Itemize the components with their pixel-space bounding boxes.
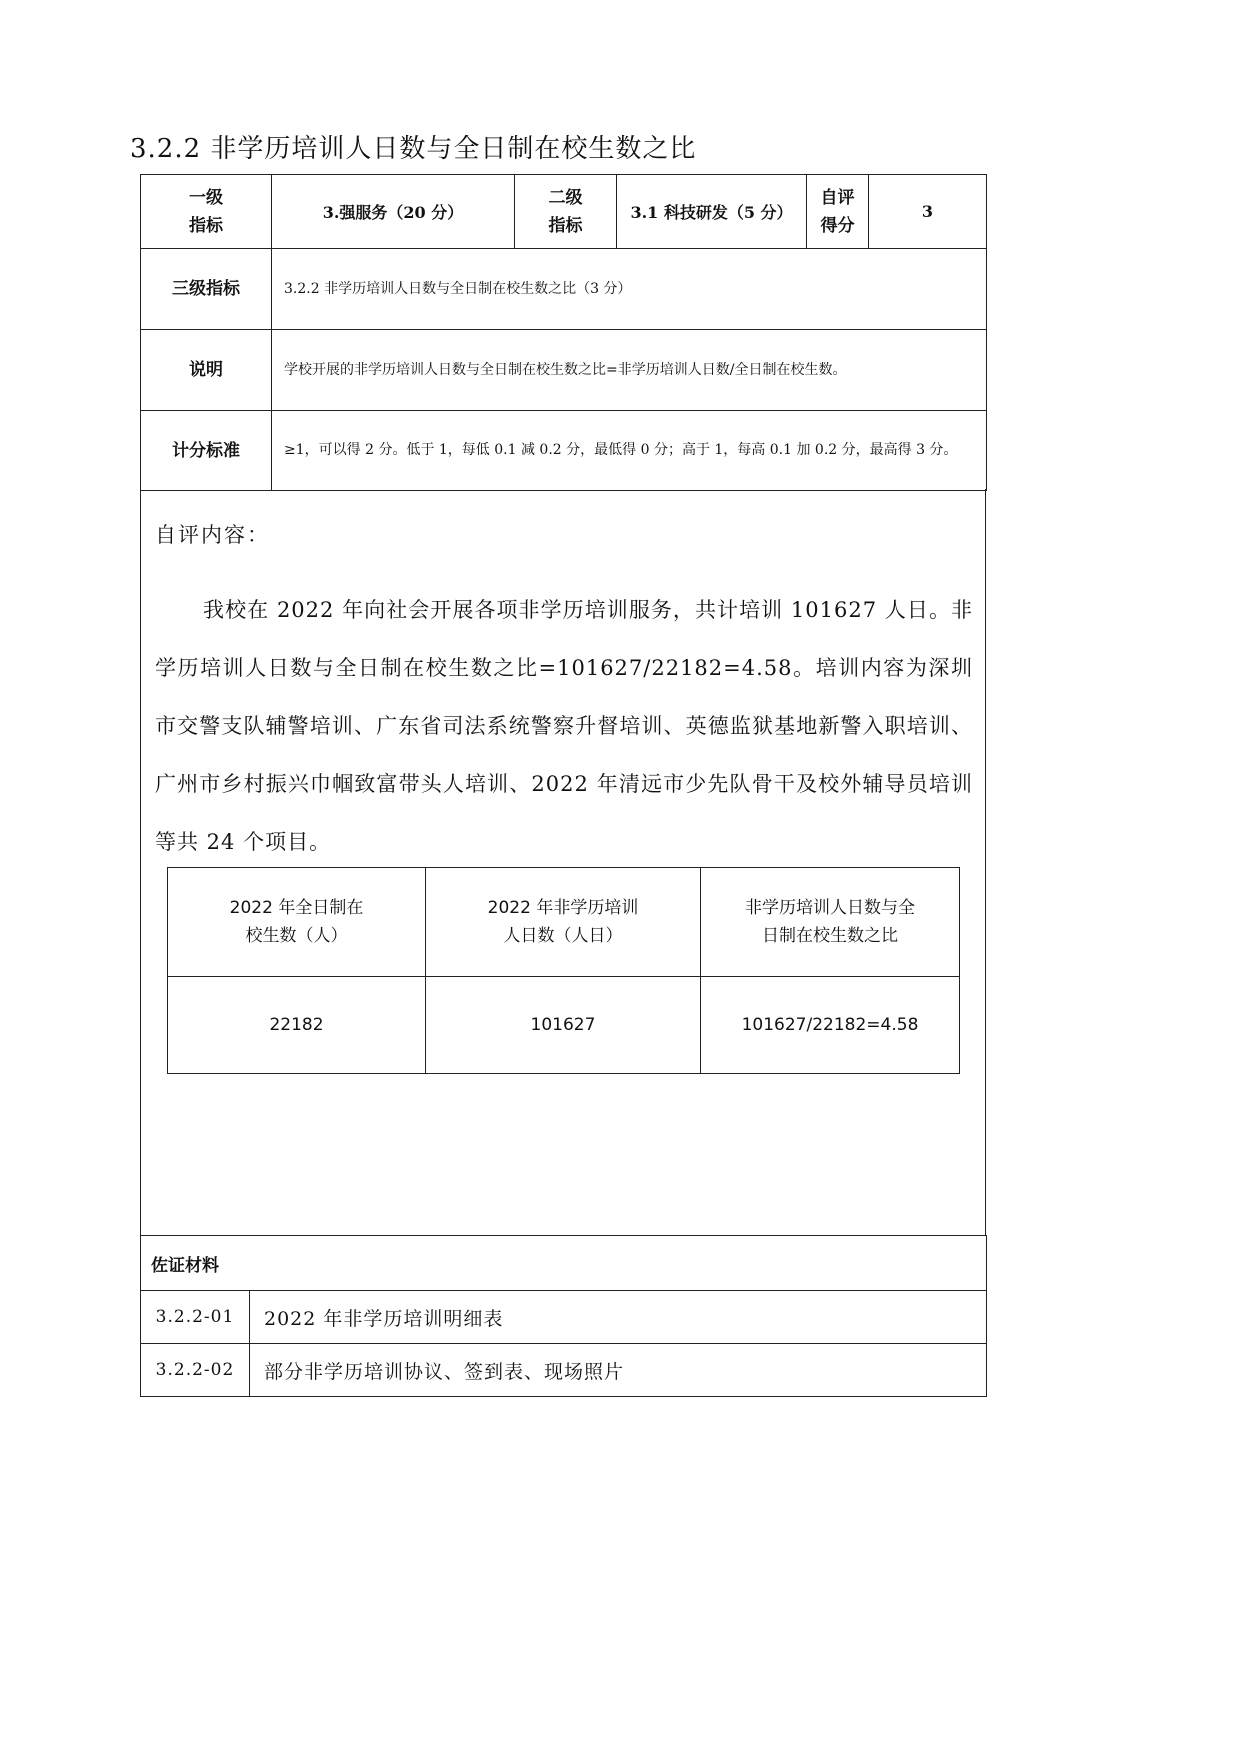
header-fulltime-students: 2022 年全日制在 校生数（人） [168,868,426,977]
header-ratio: 非学历培训人日数与全 日制在校生数之比 [701,868,960,977]
header-training-person-days: 2022 年非学历培训 人日数（人日） [426,868,701,977]
section-title: 3.2.2 非学历培训人日数与全日制在校生数之比 [130,134,697,164]
scoring-value: ≥1，可以得 2 分。低于 1，每低 0.1 减 0.2 分，最低得 0 分；高于 1，每高 0.1 加 0.2 分，最高得 3 分。 [272,411,987,491]
evidence-title: 佐证材料 [141,1236,987,1291]
description-label: 说明 [141,330,272,411]
evidence-row [141,1344,987,1397]
scoring-label: 计分标准 [141,411,272,491]
ratio-table [167,867,960,1074]
level3-label: 三级指标 [141,249,272,330]
description-value: 学校开展的非学历培训人日数与全日制在校生数之比=非学历培训人日数/全日制在校生数。 [272,330,987,411]
level2-label: 二级 指标 [515,175,617,249]
value-ratio: 101627/22182=4.58 [701,977,960,1074]
self-evaluation-label: 自评内容： [155,523,270,547]
value-fulltime-students: 22182 [168,977,426,1074]
evidence-desc: 部分非学历培训协议、签到表、现场照片 [250,1344,987,1397]
value-training-person-days: 101627 [426,977,701,1074]
level1-label: 一级 指标 [141,175,272,249]
evidence-code: 3.2.2-01 [141,1291,250,1344]
self-evaluation-paragraph: 我校在 2022 年向社会开展各项非学历培训服务，共计培训 101627 人日。非学历培训人日数与全日制在校生数之比=101627/22182=4.58。培训内容为深圳市交警支队辅警培训、广东省司法系统警察升督培训、英德监狱基地新警入职培训、广州市乡村振兴巾帼致富带头人培训、2022 年清远市少先队骨干及校外辅导员培训等共 24 个项目。 [155,598,973,854]
evidence-table [140,1235,987,1397]
self-evaluation-box [140,489,986,1236]
level3-value: 3.2.2 非学历培训人日数与全日制在校生数之比（3 分） [272,249,987,330]
evidence-row [141,1291,987,1344]
evidence-desc: 2022 年非学历培训明细表 [250,1291,987,1344]
level1-value: 3.强服务（20 分） [272,175,515,249]
level2-value: 3.1 科技研发（5 分） [617,175,807,249]
evidence-code: 3.2.2-02 [141,1344,250,1397]
indicator-table [140,174,987,491]
self-score-value: 3 [869,175,987,249]
self-score-label: 自评 得分 [807,175,869,249]
